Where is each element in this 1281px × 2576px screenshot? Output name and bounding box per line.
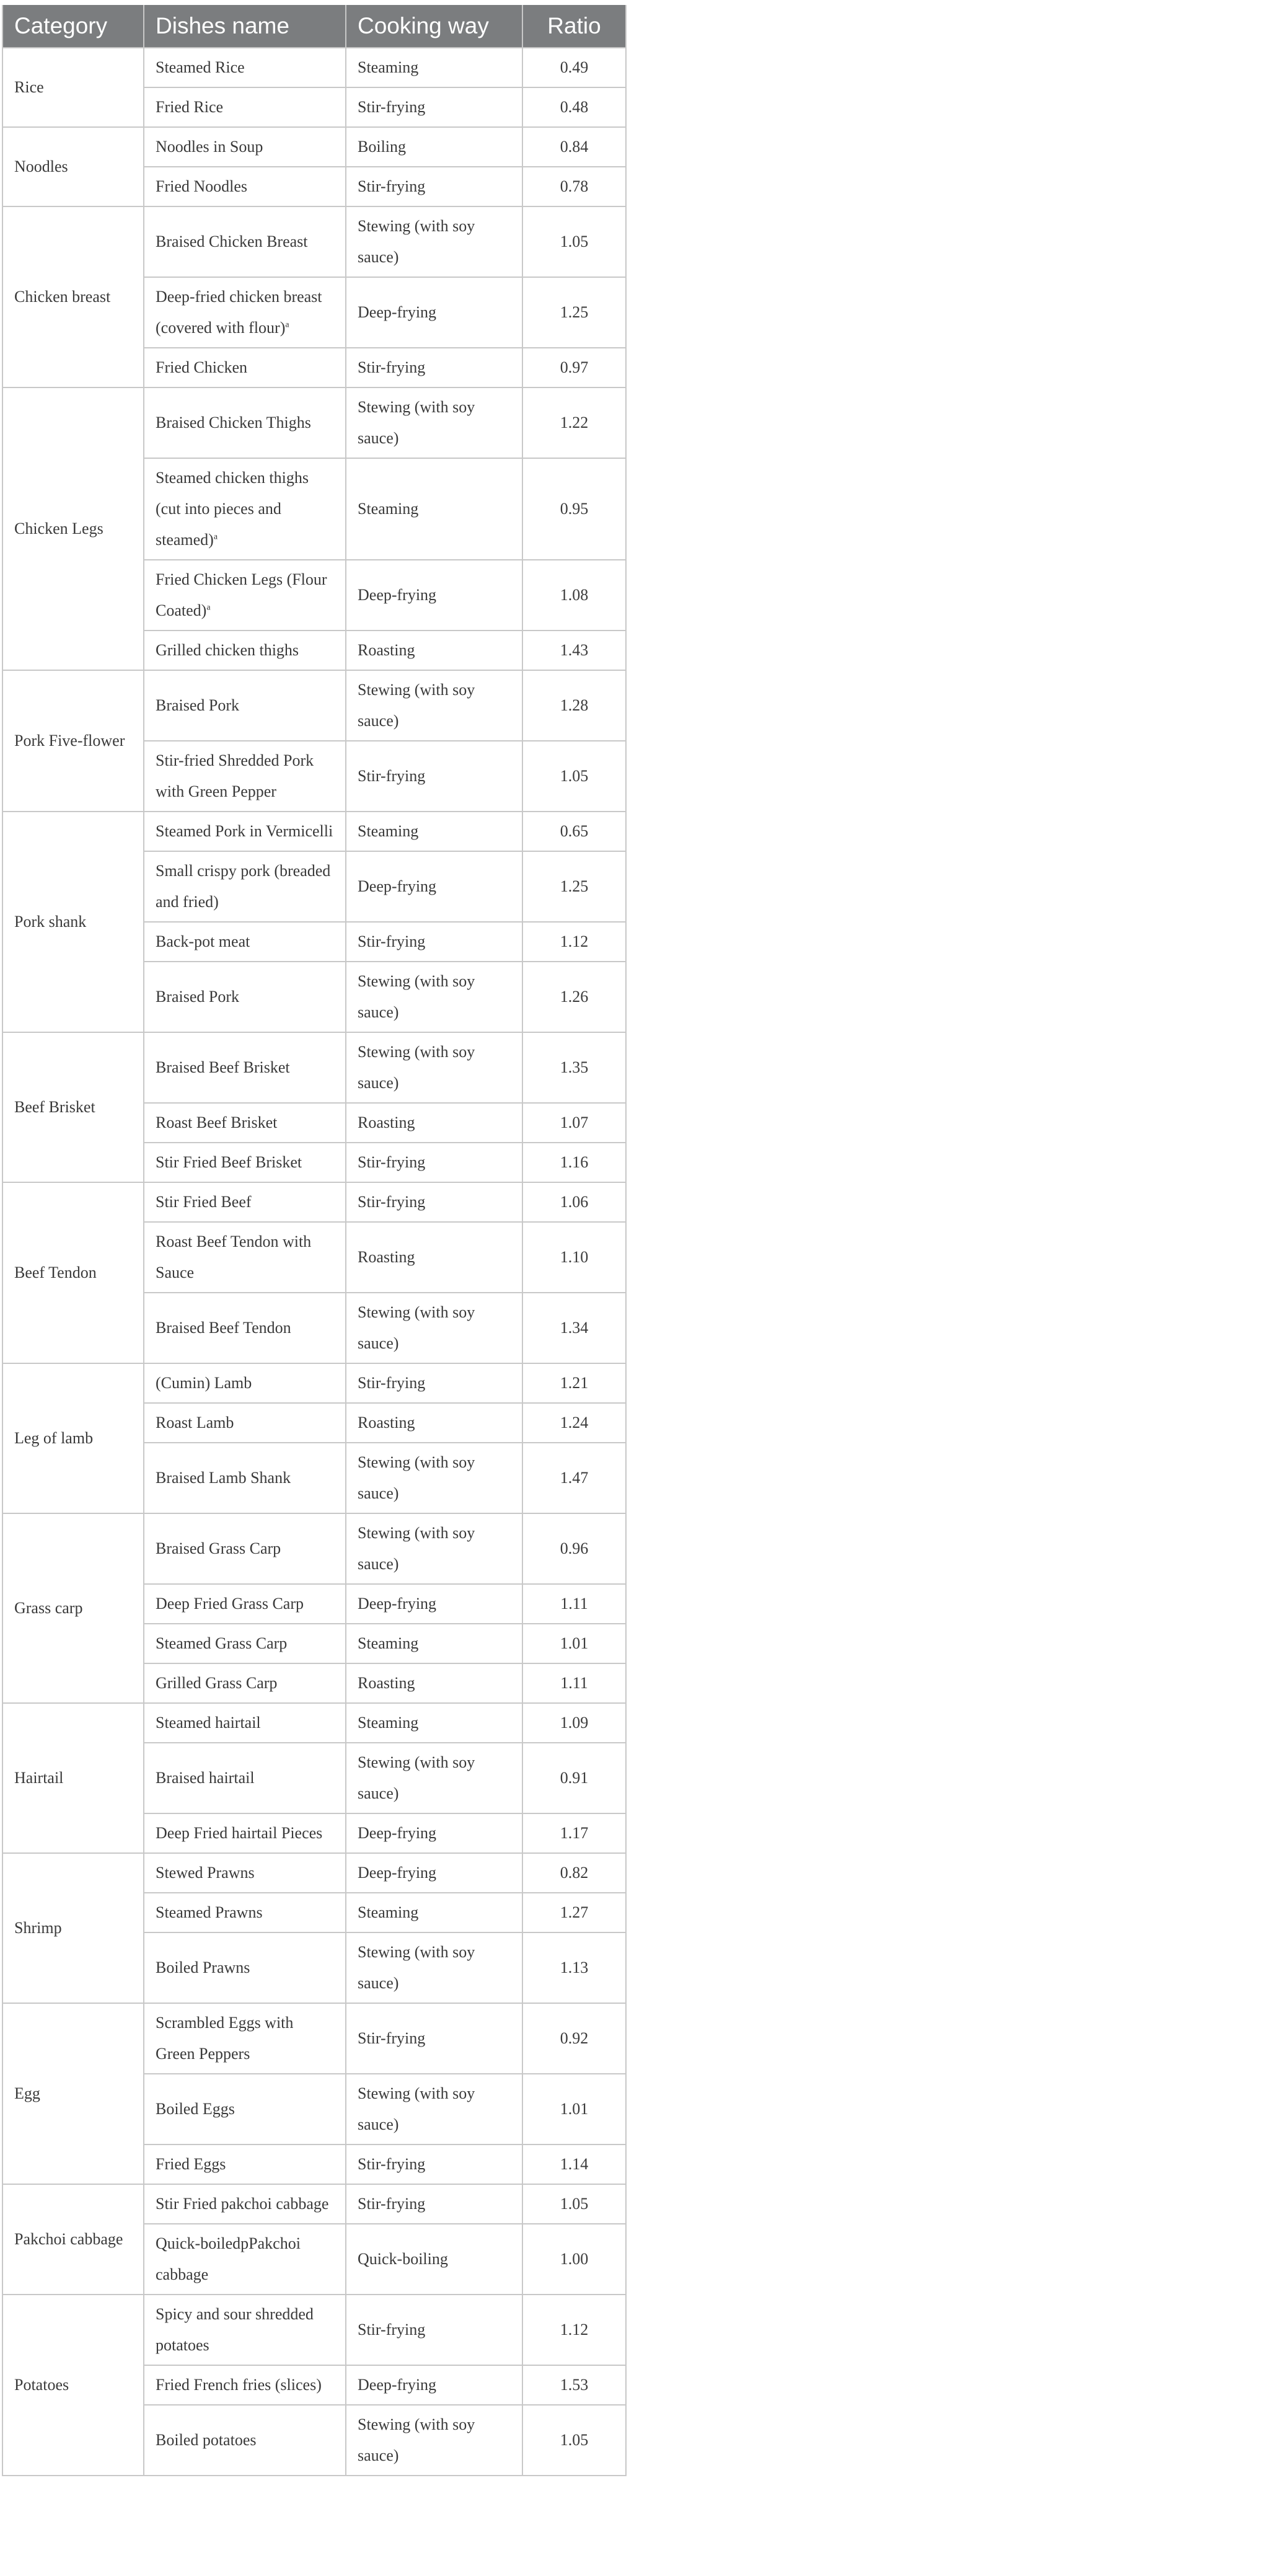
ratio-cell: 0.96	[522, 1513, 626, 1584]
category-cell: Hairtail	[2, 1703, 144, 1853]
ratio-cell: 0.48	[522, 87, 626, 127]
category-cell: Chicken breast	[2, 206, 144, 387]
dish-name-text: Braised hairtail	[156, 1769, 255, 1787]
cooking-way-cell: Stir-frying	[346, 2295, 522, 2365]
dish-name-text: Quick-boiledpPakchoi cabbage	[156, 2234, 301, 2283]
dish-name-text: Steamed Pork in Vermicelli	[156, 822, 333, 840]
ratio-cell: 0.97	[522, 348, 626, 387]
dish-name-cell	[144, 167, 346, 206]
ratio-cell: 1.08	[522, 560, 626, 631]
ratio-cell: 1.05	[522, 206, 626, 277]
cooking-way-cell: Steaming	[346, 458, 522, 560]
ratio-cell: 0.78	[522, 167, 626, 206]
cooking-way-cell: Stewing (with soy sauce)	[346, 670, 522, 741]
dish-name-cell	[144, 851, 346, 922]
cooking-way-cell: Steaming	[346, 48, 522, 87]
dish-name-text: Small crispy pork (breaded and fried)	[156, 862, 331, 911]
cooking-way-cell: Deep-frying	[346, 277, 522, 348]
dish-name-text: Deep-fried chicken breast (covered with flour)	[156, 288, 322, 337]
dish-name-text: Braised Chicken Thighs	[156, 414, 311, 432]
cooking-way-cell: Roasting	[346, 631, 522, 670]
ratio-cell: 1.53	[522, 2365, 626, 2405]
dish-name-cell	[144, 1813, 346, 1853]
dish-name-cell	[144, 1143, 346, 1182]
table-row	[2, 2184, 626, 2224]
table-row	[2, 387, 626, 458]
cooking-way-cell: Stewing (with soy sauce)	[346, 206, 522, 277]
ratio-cell: 1.34	[522, 1293, 626, 1363]
dish-name-cell	[144, 2144, 346, 2184]
dish-name-cell	[144, 127, 346, 167]
ratio-cell: 1.24	[522, 1403, 626, 1443]
ratio-cell: 0.82	[522, 1853, 626, 1893]
table-row	[2, 1513, 626, 1584]
table-row	[2, 48, 626, 87]
dish-name-text: Fried Chicken	[156, 358, 248, 376]
cooking-way-cell: Stir-frying	[346, 348, 522, 387]
cooking-way-cell: Stir-frying	[346, 741, 522, 812]
cooking-way-cell: Stewing (with soy sauce)	[346, 1032, 522, 1103]
cooking-way-cell: Stewing (with soy sauce)	[346, 2405, 522, 2476]
table-row	[2, 1363, 626, 1403]
dish-name-cell	[144, 1853, 346, 1893]
dish-name-cell	[144, 1103, 346, 1143]
cooking-way-cell: Roasting	[346, 1403, 522, 1443]
dish-name-cell	[144, 2184, 346, 2224]
cooking-way-cell: Roasting	[346, 1663, 522, 1703]
dish-name-text: Grilled chicken thighs	[156, 641, 299, 659]
table-row	[2, 1853, 626, 1893]
dish-name-cell	[144, 2074, 346, 2144]
header-row	[2, 5, 626, 48]
ratio-cell: 1.13	[522, 1932, 626, 2003]
dish-name-text: Fried Chicken Legs (Flour Coated)	[156, 570, 327, 619]
ratio-cell: 1.26	[522, 962, 626, 1032]
category-cell: Pork shank	[2, 812, 144, 1032]
dish-name-text: Noodles in Soup	[156, 138, 263, 156]
ratio-cell: 1.12	[522, 922, 626, 962]
ratio-cell: 0.84	[522, 127, 626, 167]
cooking-way-cell: Stir-frying	[346, 2184, 522, 2224]
ratio-cell: 1.05	[522, 741, 626, 812]
cooking-way-cell: Deep-frying	[346, 851, 522, 922]
ratio-cell: 0.65	[522, 812, 626, 851]
ratio-cell: 1.21	[522, 1363, 626, 1403]
category-cell: Shrimp	[2, 1853, 144, 2003]
dish-name-cell	[144, 2224, 346, 2295]
table-row	[2, 127, 626, 167]
dish-name-cell	[144, 1182, 346, 1222]
dish-name-cell	[144, 1703, 346, 1743]
dish-name-cell	[144, 1584, 346, 1624]
dish-name-cell	[144, 1363, 346, 1403]
cooking-way-cell: Roasting	[346, 1103, 522, 1143]
cooking-way-cell: Stir-frying	[346, 167, 522, 206]
category-cell: Leg of lamb	[2, 1363, 144, 1513]
cooking-way-cell: Deep-frying	[346, 1813, 522, 1853]
category-cell: Pakchoi cabbage	[2, 2184, 144, 2295]
dish-name-text: Roast Beef Tendon with Sauce	[156, 1233, 312, 1281]
dish-name-cell	[144, 1893, 346, 1932]
dish-name-text: Deep Fried Grass Carp	[156, 1595, 304, 1613]
table-row	[2, 812, 626, 851]
cooking-way-cell: Stewing (with soy sauce)	[346, 1443, 522, 1513]
cooking-way-cell: Boiling	[346, 127, 522, 167]
ratio-cell: 1.00	[522, 2224, 626, 2295]
ratio-cell: 1.17	[522, 1813, 626, 1853]
ratio-cell: 1.01	[522, 1624, 626, 1663]
ratio-cell: 1.43	[522, 631, 626, 670]
cooking-way-cell: Stewing (with soy sauce)	[346, 1743, 522, 1813]
dish-name-cell	[144, 560, 346, 631]
ratio-cell: 1.25	[522, 851, 626, 922]
dish-name-cell	[144, 2003, 346, 2074]
footnote-marker: a	[206, 603, 211, 613]
ratio-cell: 1.16	[522, 1143, 626, 1182]
dish-name-cell	[144, 206, 346, 277]
category-cell: Potatoes	[2, 2295, 144, 2476]
table-row	[2, 1182, 626, 1222]
dish-name-text: Grilled Grass Carp	[156, 1674, 278, 1692]
cooking-way-cell: Stewing (with soy sauce)	[346, 1932, 522, 2003]
dish-name-text: Spicy and sour shredded potatoes	[156, 2305, 314, 2354]
ratio-cell: 1.28	[522, 670, 626, 741]
dish-name-cell	[144, 48, 346, 87]
dish-name-cell	[144, 1403, 346, 1443]
dish-name-text: Roast Beef Brisket	[156, 1113, 278, 1131]
footnote-marker: a	[213, 532, 218, 542]
ratio-cell: 1.22	[522, 387, 626, 458]
ratio-cell: 1.12	[522, 2295, 626, 2365]
dish-name-cell	[144, 1513, 346, 1584]
dish-name-cell	[144, 1663, 346, 1703]
dish-name-cell	[144, 2365, 346, 2405]
dish-name-text: Stewed Prawns	[156, 1864, 255, 1882]
cooking-way-cell: Stir-frying	[346, 2144, 522, 2184]
category-cell: Pork Five-flower	[2, 670, 144, 812]
cooking-way-cell: Stewing (with soy sauce)	[346, 962, 522, 1032]
cooking-way-cell: Steaming	[346, 1703, 522, 1743]
cooking-way-cell: Stir-frying	[346, 1182, 522, 1222]
dish-name-text: Braised Lamb Shank	[156, 1469, 291, 1487]
dish-name-text: Braised Beef Brisket	[156, 1058, 290, 1076]
ratio-cell: 1.09	[522, 1703, 626, 1743]
dish-name-cell	[144, 1032, 346, 1103]
table-row	[2, 2003, 626, 2074]
cooking-way-cell: Deep-frying	[346, 1584, 522, 1624]
dish-name-text: Braised Chicken Breast	[156, 232, 308, 250]
cooking-way-cell: Stewing (with soy sauce)	[346, 387, 522, 458]
dish-name-cell	[144, 631, 346, 670]
footnote-marker: a	[285, 320, 289, 330]
ratio-cell: 1.07	[522, 1103, 626, 1143]
dish-name-text: Boiled Eggs	[156, 2100, 235, 2118]
dish-name-text: Steamed chicken thighs (cut into pieces and steamed)	[156, 469, 309, 549]
dish-name-cell	[144, 922, 346, 962]
cooking-way-cell: Deep-frying	[346, 560, 522, 631]
dish-name-text: Steamed hairtail	[156, 1714, 261, 1732]
header-dishes-name: Dishes name	[144, 5, 346, 48]
cooking-way-cell: Stir-frying	[346, 1143, 522, 1182]
dish-name-text: Steamed Rice	[156, 58, 245, 76]
category-cell: Noodles	[2, 127, 144, 206]
cooking-way-cell: Stir-frying	[346, 87, 522, 127]
ratio-cell: 1.10	[522, 1222, 626, 1293]
header-cooking-way: Cooking way	[346, 5, 522, 48]
ratio-cell: 0.91	[522, 1743, 626, 1813]
dish-name-text: Back-pot meat	[156, 932, 250, 950]
table-row	[2, 1032, 626, 1103]
ratio-cell: 1.05	[522, 2405, 626, 2476]
dish-name-cell	[144, 87, 346, 127]
cooking-way-cell: Steaming	[346, 1624, 522, 1663]
category-cell: Grass carp	[2, 1513, 144, 1703]
cooking-way-cell: Quick-boiling	[346, 2224, 522, 2295]
dish-name-text: Steamed Grass Carp	[156, 1634, 288, 1652]
category-cell: Chicken Legs	[2, 387, 144, 670]
dish-name-text: Stir Fried pakchoi cabbage	[156, 2195, 329, 2213]
dish-name-cell	[144, 962, 346, 1032]
dish-name-cell	[144, 1293, 346, 1363]
dish-name-text: Roast Lamb	[156, 1414, 234, 1432]
cooking-way-cell: Stewing (with soy sauce)	[346, 1293, 522, 1363]
category-cell: Beef Tendon	[2, 1182, 144, 1363]
dish-name-text: Stir Fried Beef Brisket	[156, 1153, 302, 1171]
cooking-way-cell: Stir-frying	[346, 2003, 522, 2074]
dish-name-cell	[144, 741, 346, 812]
dish-name-text: Boiled Prawns	[156, 1959, 250, 1976]
ratio-cell: 1.47	[522, 1443, 626, 1513]
dish-name-cell	[144, 1932, 346, 2003]
dish-name-text: Fried Eggs	[156, 2155, 226, 2173]
ratio-cell: 1.05	[522, 2184, 626, 2224]
category-cell: Rice	[2, 48, 144, 127]
dish-name-text: Stir-fried Shredded Pork with Green Pepper	[156, 751, 314, 800]
ratio-cell: 1.35	[522, 1032, 626, 1103]
cooking-way-cell: Stir-frying	[346, 1363, 522, 1403]
dish-name-cell	[144, 1624, 346, 1663]
table-row	[2, 206, 626, 277]
dish-name-cell	[144, 387, 346, 458]
dish-name-text: Braised Pork	[156, 988, 240, 1006]
dish-name-cell	[144, 458, 346, 560]
dish-name-text: Braised Grass Carp	[156, 1539, 281, 1557]
dish-name-text: Braised Pork	[156, 696, 240, 714]
dish-name-text: Scrambled Eggs with Green Peppers	[156, 2014, 294, 2063]
cooking-way-cell: Deep-frying	[346, 2365, 522, 2405]
dish-name-cell	[144, 670, 346, 741]
dishes-table	[2, 5, 627, 2476]
dish-name-cell	[144, 1443, 346, 1513]
dish-name-text: Braised Beef Tendon	[156, 1319, 291, 1337]
dish-name-cell	[144, 277, 346, 348]
ratio-cell: 0.95	[522, 458, 626, 560]
ratio-cell: 1.01	[522, 2074, 626, 2144]
ratio-cell: 1.27	[522, 1893, 626, 1932]
table-body	[2, 48, 626, 2476]
ratio-cell: 1.11	[522, 1584, 626, 1624]
dish-name-text: Stir Fried Beef	[156, 1193, 252, 1211]
cooking-way-cell: Deep-frying	[346, 1853, 522, 1893]
ratio-cell: 1.11	[522, 1663, 626, 1703]
dish-name-cell	[144, 1743, 346, 1813]
dish-name-text: Boiled potatoes	[156, 2431, 257, 2449]
dish-name-cell	[144, 1222, 346, 1293]
table-row	[2, 670, 626, 741]
cooking-way-cell: Steaming	[346, 812, 522, 851]
dish-name-cell	[144, 348, 346, 387]
table-row	[2, 1703, 626, 1743]
dish-name-cell	[144, 2405, 346, 2476]
ratio-cell: 1.25	[522, 277, 626, 348]
cooking-way-cell: Roasting	[346, 1222, 522, 1293]
cooking-way-cell: Stewing (with soy sauce)	[346, 1513, 522, 1584]
ratio-cell: 1.06	[522, 1182, 626, 1222]
header-category: Category	[2, 5, 144, 48]
ratio-cell: 0.92	[522, 2003, 626, 2074]
cooking-way-cell: Stir-frying	[346, 922, 522, 962]
dish-name-text: Steamed Prawns	[156, 1903, 263, 1921]
ratio-cell: 1.14	[522, 2144, 626, 2184]
category-cell: Egg	[2, 2003, 144, 2184]
cooking-way-cell: Steaming	[346, 1893, 522, 1932]
ratio-cell: 0.49	[522, 48, 626, 87]
dish-name-text: Deep Fried hairtail Pieces	[156, 1824, 323, 1842]
dish-name-text: (Cumin) Lamb	[156, 1374, 252, 1392]
header-ratio: Ratio	[522, 5, 626, 48]
table-row	[2, 2295, 626, 2365]
cooking-way-cell: Stewing (with soy sauce)	[346, 2074, 522, 2144]
dish-name-text: Fried Rice	[156, 98, 224, 116]
category-cell: Beef Brisket	[2, 1032, 144, 1182]
dish-name-cell	[144, 2295, 346, 2365]
dish-name-text: Fried Noodles	[156, 177, 248, 195]
dish-name-text: Fried French fries (slices)	[156, 2376, 322, 2394]
dish-name-cell	[144, 812, 346, 851]
